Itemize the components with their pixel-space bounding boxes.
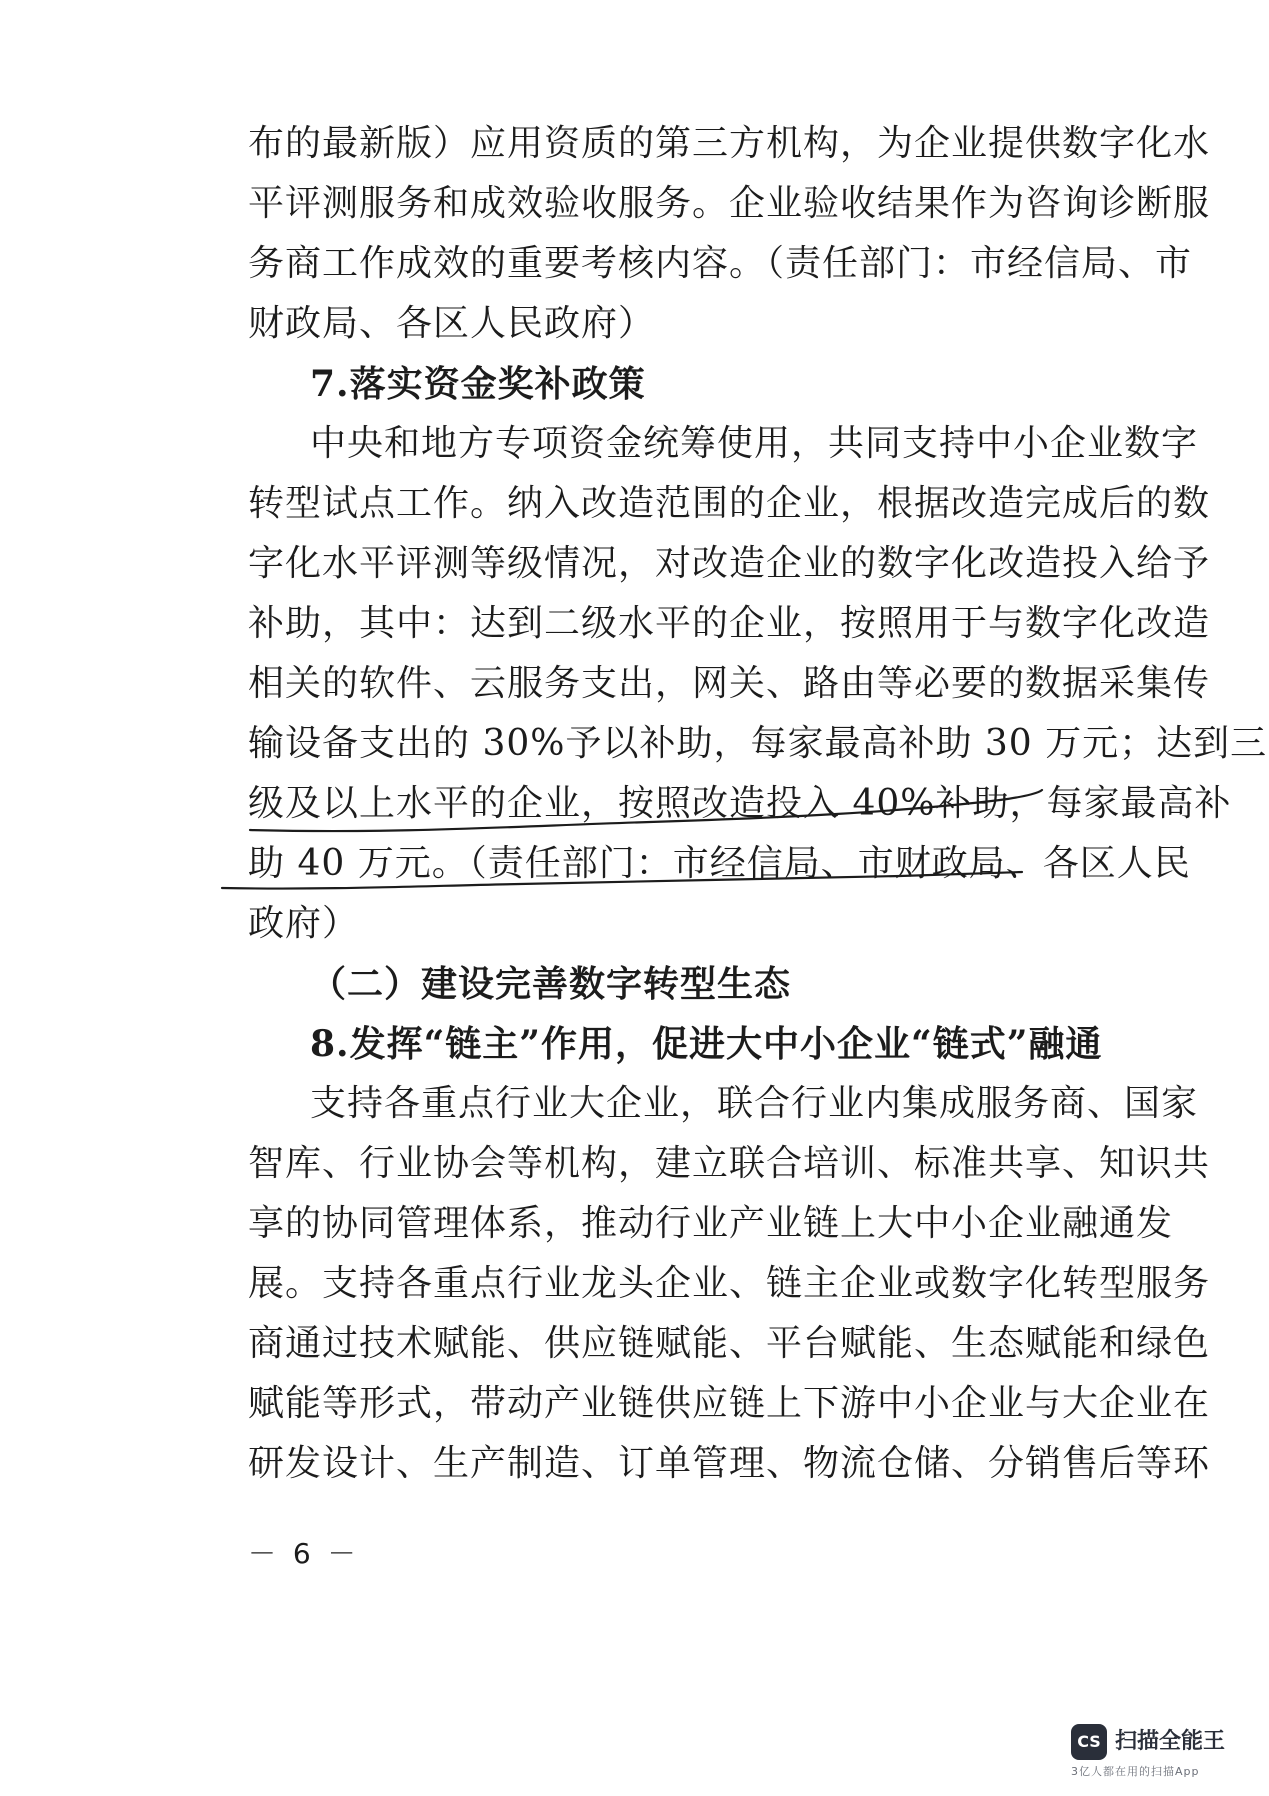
- body-line: 享的协同管理体系，推动行业产业链上大中小企业融通发: [248, 1203, 1174, 1244]
- body-line-underlined: 助 40 万元。（责任部门：市经信局、市财政局、各区人民: [248, 843, 1191, 884]
- body-line: 展。支持各重点行业龙头企业、链主企业或数字化转型服务: [248, 1263, 1211, 1304]
- section-heading-2: （二）建设完善数字转型生态: [310, 963, 792, 1005]
- body-line-underlined: 级及以上水平的企业，按照改造投入 40%补助，每家最高补: [248, 783, 1232, 824]
- body-line: 相关的软件、云服务支出，网关、路由等必要的数据采集传: [248, 663, 1211, 704]
- body-line: 务商工作成效的重要考核内容。（责任部门：市经信局、市: [248, 243, 1193, 284]
- body-line: 中央和地方专项资金统筹使用，共同支持中小企业数字: [310, 423, 1199, 464]
- section-heading-8: 8.发挥“链主”作用，促进大中小企业“链式”融通: [310, 1023, 1103, 1065]
- scanner-watermark: [1071, 1724, 1251, 1782]
- body-line: 转型试点工作。纳入改造范围的企业，根据改造完成后的数: [248, 483, 1211, 524]
- scanner-logo-icon: CS: [1071, 1724, 1107, 1760]
- body-line: 政府）: [248, 903, 360, 944]
- body-line: 商通过技术赋能、供应链赋能、平台赋能、生态赋能和绿色: [248, 1323, 1211, 1364]
- body-line: 平评测服务和成效验收服务。企业验收结果作为咨询诊断服: [248, 183, 1211, 224]
- page-number: － 6 －: [248, 1537, 360, 1570]
- body-line: 财政局、各区人民政府）: [248, 303, 656, 344]
- scanner-app-name: 扫描全能王: [1115, 1729, 1226, 1754]
- body-line: 智库、行业协会等机构，建立联合培训、标准共享、知识共: [248, 1143, 1211, 1184]
- scanner-tagline: 3亿人都在用的扫描App: [1071, 1765, 1200, 1778]
- section-heading-7: 7.落实资金奖补政策: [310, 363, 646, 405]
- body-line: 赋能等形式，带动产业链供应链上下游中小企业与大企业在: [248, 1383, 1211, 1424]
- body-line: 字化水平评测等级情况，对改造企业的数字化改造投入给予: [248, 543, 1211, 584]
- body-line: 补助，其中：达到二级水平的企业，按照用于与数字化改造: [248, 603, 1211, 644]
- body-line: 布的最新版）应用资质的第三方机构，为企业提供数字化水: [248, 123, 1211, 164]
- body-line: 支持各重点行业大企业，联合行业内集成服务商、国家: [310, 1083, 1199, 1124]
- body-line: 输设备支出的 30%予以补助，每家最高补助 30 万元；达到三: [248, 723, 1268, 764]
- body-line: 研发设计、生产制造、订单管理、物流仓储、分销售后等环: [248, 1443, 1211, 1484]
